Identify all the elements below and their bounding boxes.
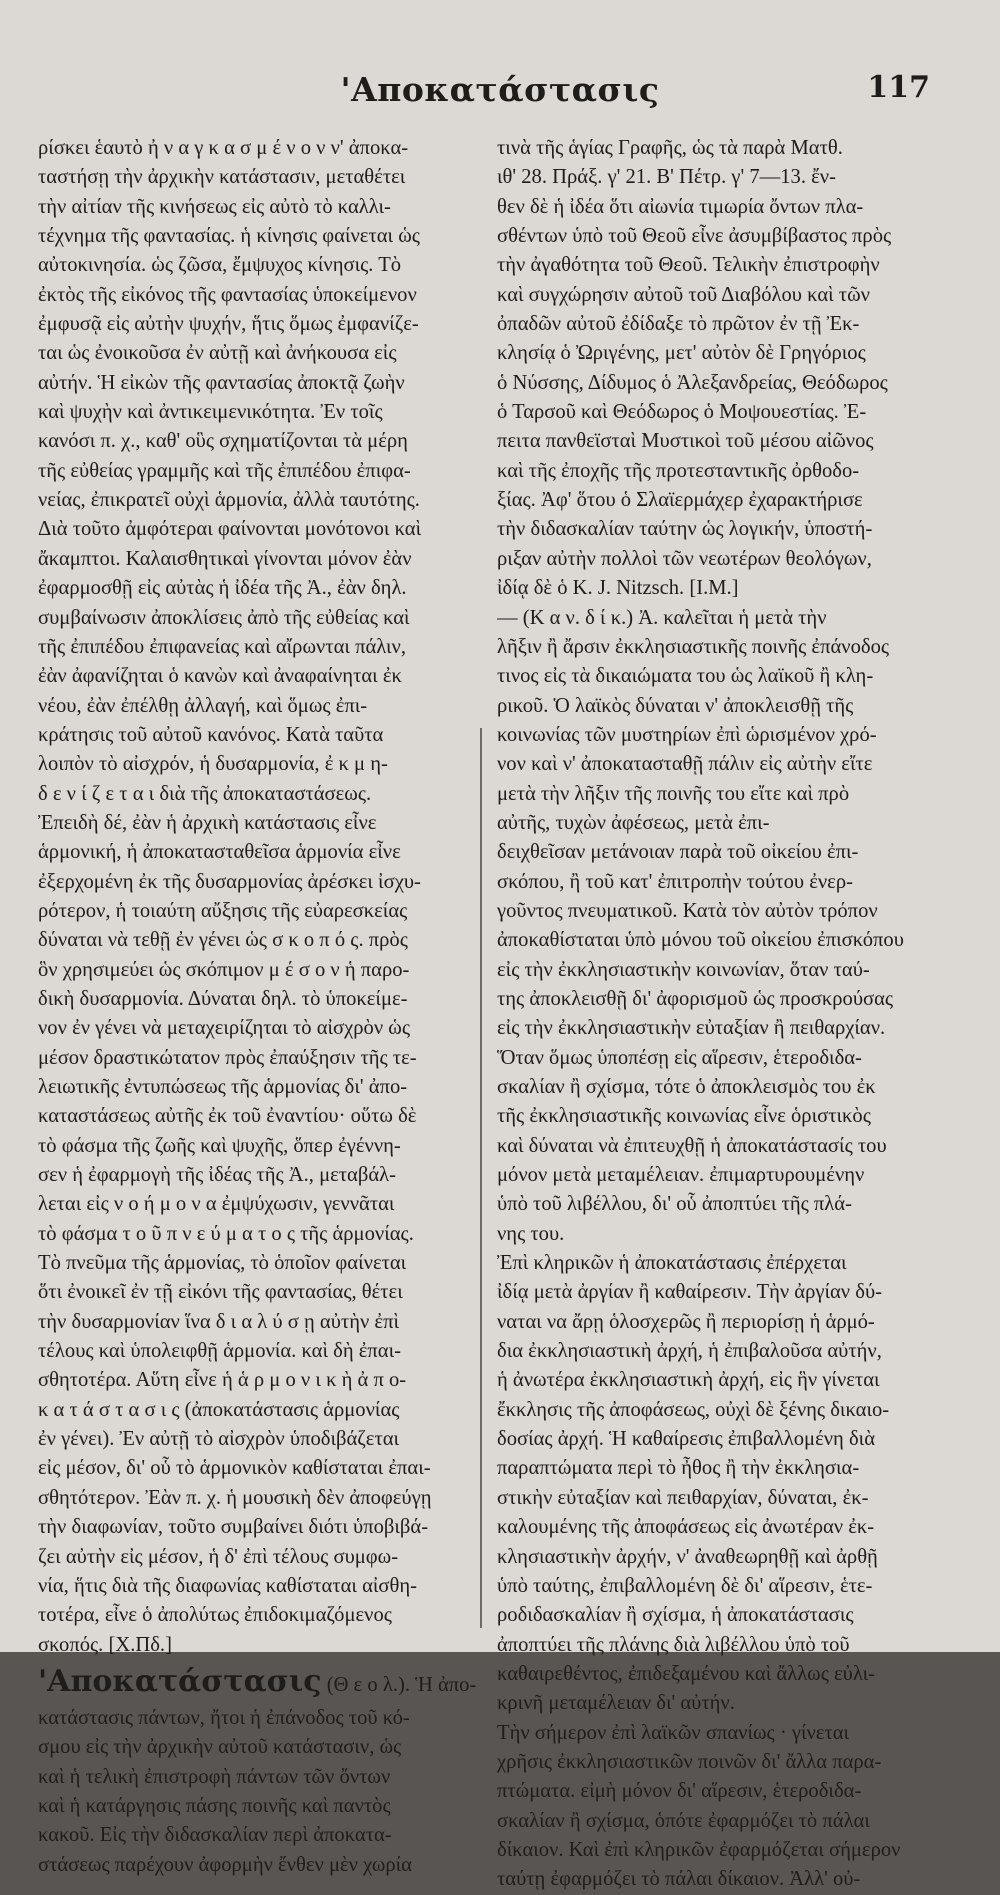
left-column xyxy=(38,134,492,1880)
text-line: δικὴ δυσαρμονία. Δύναται δηλ. τὸ ὑποκείμε- xyxy=(38,987,408,1010)
text-line: τινος εἰς τὰ δικαιώματα του ὡς λαϊκοῦ ἢ κλη- xyxy=(497,665,874,688)
text-line: ζει αὐτὴν εἰς μέσον, ἡ δ' ἐπὶ τέλους συμφω- xyxy=(38,1545,399,1568)
text-line: ταύτῃ ἐφαρμόζει τὸ πάλαι δίκαιον. Ἀλλ' οὐ- xyxy=(497,1868,861,1891)
text-line: τινὰ τῆς ἁγίας Γραφῆς, ὡς τὰ παρὰ Ματθ. xyxy=(497,137,843,159)
text-line: ὑπὸ ταύτης, ἐπιβαλλομένη δὲ δι' αἵρεσιν, ἑτε- xyxy=(497,1574,873,1597)
text-line: στάσεως παρέχουν ἀφορμὴν ἔνθεν μὲν χωρία xyxy=(38,1853,412,1876)
text-line: Ἐπὶ κληρικῶν ἡ ἀποκατάστασις ἐπέρχεται xyxy=(497,1252,847,1275)
text-line: δίκαιον. Καὶ ἐπὶ κληρικῶν ἐφαρμόζεται σήμερον xyxy=(497,1838,901,1861)
text-line: καὶ δύναται νὰ ἐπιτευχθῇ ἡ ἀποκατάστασίς του xyxy=(497,1134,887,1157)
text-line: ἔκκλησις τῆς ἀποφάσεως, οὐχὶ δὲ ξένης δικαιο- xyxy=(497,1398,890,1421)
text-line: δ ε ν ί ζ ε τ α ι διὰ τῆς ἀποκαταστάσεως. xyxy=(38,782,372,805)
text-line: αὐτοκινησία. ὡς ζῶσα, ἔμψυχος κίνησις. Τὸ xyxy=(38,254,402,277)
text-line: ἐφαρμοσθῇ εἰς αὐτὰς ἡ ἰδέα τῆς Ἀ., ἐὰν δηλ. xyxy=(38,577,407,600)
text-line: σκόπου, ἢ τοῦ κατ' ἐπιτροπὴν τούτου ἐνερ- xyxy=(497,870,853,893)
text-line: Τὴν σήμερον ἐπὶ λαϊκῶν σπανίως · γίνεται xyxy=(497,1721,850,1744)
text-line: κράτησις τοῦ αὐτοῦ κανόνος. Κατὰ ταῦτα xyxy=(38,723,384,746)
text-line: δύναται νὰ τεθῇ ἐν γένει ὡς σ κ ο π ό ς. πρὸς xyxy=(38,929,408,952)
text-line: καὶ ψυχὴν καὶ ἀντικειμενικότητα. Ἐν τοῖς xyxy=(38,401,383,424)
text-line: νία, ἥτις διὰ τῆς διαφωνίας καθίσταται αἰσθη- xyxy=(38,1574,418,1597)
text-line: κανόσι π. χ., καθ' οὓς σχηματίζονται τὰ μέρη xyxy=(38,430,408,453)
text-line: ἰδίᾳ μετὰ ἀργίαν ἢ καθαίρεσιν. Τὴν ἀργίαν δύ- xyxy=(497,1281,883,1304)
text-line: ἀποπτύει τῆς πλάνης διὰ λιβέλλου ὑπὸ τοῦ xyxy=(497,1633,850,1656)
column-divider xyxy=(480,728,482,1628)
right-column xyxy=(497,134,951,1895)
text-line: καὶ συγχώρησιν αὐτοῦ τοῦ Διαβόλου καὶ τῶν xyxy=(497,283,870,306)
text-line: σθέντων ὑπὸ τοῦ Θεοῦ εἶνε ἀσυμβίβαστος πρὸς xyxy=(497,225,892,248)
entry-headword: 'Αποκατάστασις xyxy=(38,1663,322,1699)
text-line: ναται να ἄρῃ ὁλοσχερῶς ἢ περιορίσῃ ἡ ἁρμό- xyxy=(497,1310,875,1333)
text-line: κρινῆ μεταμέλειαν δι' αὐτήν. xyxy=(497,1692,735,1715)
text-line: κλησιαστικὴν ἀρχήν, ν' ἀναθεωρηθῇ καὶ ἀρθῇ xyxy=(497,1545,878,1568)
text-line: Ἐπειδὴ δέ, ἐὰν ἡ ἀρχικὴ κατάστασις εἶνε xyxy=(38,811,377,834)
text-line: ἡ ἀνωτέρα ἐκκλησιαστικὴ ἀρχή, εἰς ἣν γίνεται xyxy=(497,1369,880,1392)
text-line: εἰς μέσον, δι' οὗ τὸ ἁρμονικὸν καθίσταται ἐπαι- xyxy=(38,1457,431,1480)
text-line: της ἀποκλεισθῇ δι' ἀφορισμοῦ ὡς προσκρούσας xyxy=(497,987,894,1010)
text-line: τὴν δυσαρμονίαν ἵνα δ ι α λ ύ σ ῃ αὐτὴν ἐπὶ xyxy=(38,1310,400,1333)
text-line: ἀποκαθίσταται ὑπὸ μόνου τοῦ οἰκείου ἐπισκόπου xyxy=(497,929,904,952)
text-line: εἰς τὴν ἐκκλησιαστικὴν εὐταξίαν ἢ πειθαρχίαν. xyxy=(497,1017,886,1040)
text-line: ὃν χρησιμεύει ὡς σκόπιμον μ έ σ ο ν ἡ παρο- xyxy=(38,958,410,981)
text-line: ταστήσῃ τὴν ἀρχικὴν κατάστασιν, μεταθέτει xyxy=(38,166,406,189)
text-line: σκοπός. [Χ.Πδ.] xyxy=(38,1633,172,1656)
text-line: σκαλίαν ἢ σχίσμα, ὁπότε ἐφαρμόζει τὸ πάλαι xyxy=(497,1809,870,1832)
text-line: ροδιδασκαλίαν ἢ σχίσμα, ἡ ἀποκατάστασις xyxy=(497,1604,854,1627)
text-line: τῆς ἐπιπέδου ἐπιφανείας καὶ αἴρωνται πάλιν, xyxy=(38,635,407,658)
text-line: ρότερον, ἡ τοιαύτη αὔξησις τῆς εὐαρεσκείας xyxy=(38,899,408,922)
text-line: πτώματα. εἰμὴ μόνον δι' αἵρεσιν, ἑτεροδιδα- xyxy=(497,1780,862,1803)
text-line: τὴν διδασκαλίαν ταύτην ὡς λογικήν, ὑποστή- xyxy=(497,518,873,541)
text-line: τῆς ἐκκλησιαστικῆς κοινωνίας εἶνε ὁριστικὸς xyxy=(497,1105,871,1128)
text-line: τῆς εὐθείας γραμμῆς καὶ τῆς ἐπιπέδου ἐπιφα- xyxy=(38,459,411,482)
text-line: ἄκαμπτοι. Καλαισθητικαὶ γίνονται μόνον ἐὰν xyxy=(38,547,412,570)
text-line: τέχνημα τῆς φαντασίας. ἡ κίνησις φαίνεται ὡς xyxy=(38,225,420,248)
text-line: νον ἐν γένει νὰ μεταχειρίζηται τὸ αἰσχρὸν ὡς xyxy=(38,1017,411,1040)
text-line: δοσίας ἀρχή. Ἡ καθαίρεσις ἐπιβαλλομένη διὰ xyxy=(497,1428,875,1451)
text-line: πειτα πανθεϊσταὶ Μυστικοὶ τοῦ μέσου αἰῶνος xyxy=(497,430,874,453)
text-line: ρικοῦ. Ὁ λαϊκὸς δύναται ν' ἀποκλεισθῇ τῆς xyxy=(497,694,854,717)
text-line: μετὰ τὴν λῆξιν τῆς ποινῆς του εἴτε καὶ πρὸ xyxy=(497,782,850,805)
text-line: τοτέρα, εἶνε ὁ ἀπολύτως ἐπιδοκιμαζόμενος xyxy=(38,1604,392,1627)
text-line: λοιπὸν τὸ αἰσχρόν, ἡ δυσαρμονία, ἐ κ μ η- xyxy=(38,753,388,776)
text-line: σκαλίαν ἢ σχίσμα, τότε ὁ ἀποκλεισμὸς του ἐκ xyxy=(497,1076,876,1098)
text-line: εἰς τὴν ἐκκλησιαστικὴν κοινωνίαν, ὅταν ταύ- xyxy=(497,958,870,981)
entry-heading-text: (Θ ε ο λ.). Ἡ ἀπο- xyxy=(326,1673,477,1696)
text-line: γοῦντος πνευματικοῦ. Κατὰ τὸν αὐτὸν τρόπον xyxy=(497,899,878,922)
text-line: τὸ φάσμα τῆς ζωῆς καὶ ψυχῆς, ὅπερ ἐγέννη- xyxy=(38,1134,401,1157)
text-line: χρῆσις ἐκκλησιαστικῶν ποινῶν δι' ἄλλα παρα- xyxy=(497,1750,882,1773)
text-line: καθαιρεθέντος, ἐπιδεξαμένου καὶ ἄλλως εὐλι- xyxy=(497,1662,876,1685)
text-line: κ α τ ά σ τ α σ ι ς (ἀποκατάστασις ἁρμονίας xyxy=(38,1398,400,1421)
text-line: ἐξερχομένη ἐκ τῆς δυσαρμονίας ἀρέσκει ἰσχυ- xyxy=(38,870,421,893)
text-line: αὐτήν. Ἡ εἰκὼν τῆς φαντασίας ἀποκτᾷ ζωὴν xyxy=(38,371,405,394)
text-line: ὑπὸ τοῦ λιβέλλου, δι' οὗ ἀποπτύει τῆς πλά- xyxy=(497,1193,852,1216)
text-line: τὴν αἰτίαν τῆς κινήσεως εἰς αὐτὸ τὸ καλλι- xyxy=(38,195,391,218)
text-line: κλησίᾳ ὁ Ὠριγένης, μετ' αὐτὸν δὲ Γρηγόριος xyxy=(497,342,866,365)
text-line: τὴν διαφωνίαν, τοῦτο συμβαίνει διότι ὑποβιβά- xyxy=(38,1516,429,1539)
text-line: νείας, ἐπικρατεῖ οὐχὶ ἁρμονία, ἀλλὰ ταυτότης. xyxy=(38,489,420,512)
text-line: σμου εἰς τὴν ἀρχικὴν αὐτοῦ κατάστασιν, ὡς xyxy=(38,1736,402,1759)
text-line: καλουμένης τῆς ἀποφάσεως εἰς ἀνωτέραν ἐκ- xyxy=(497,1516,875,1539)
page-number: 117 xyxy=(867,70,930,105)
text-line: ὁ Ταρσοῦ καὶ Θεόδωρος ὁ Μοψουεστίας. Ἐ- xyxy=(497,401,867,424)
text-line: ὀπαδῶν αὐτοῦ ἐδίδαξε τὸ πρῶτον ἐν τῇ Ἐκ- xyxy=(497,313,860,336)
text-line: λειωτικῆς ἐντυπώσεως τῆς ἁρμονίας δι' ἀπο- xyxy=(38,1076,408,1098)
text-line: ἐμφυσᾷ εἰς αὐτὴν ψυχήν, ἥτις ὅμως ἐμφανίζε- xyxy=(38,313,419,336)
text-line: λῆξιν ἢ ἄρσιν ἐκκλησιαστικῆς ποινῆς ἐπάνοδος xyxy=(497,635,890,658)
text-line: μόνον μετὰ μεταμέλειαν. ἐπιμαρτυρουμένην xyxy=(497,1164,865,1187)
text-line: σεν ἡ ἐφαρμογὴ τῆς ἰδέας τῆς Ἀ., μεταβάλ- xyxy=(38,1164,396,1187)
text-line: ξίας. Ἀφ' ὅτου ὁ Σλαϊερμάχερ ἐχαρακτήρισε xyxy=(497,489,863,512)
text-line: δειχθεῖσαν μετάνοιαν παρὰ τοῦ οἰκείου ἐπι- xyxy=(497,841,859,864)
text-line: ἐκτὸς τῆς εἰκόνος τῆς φαντασίας ὑποκείμενον xyxy=(38,283,417,306)
text-line: νέου, ἐὰν ἐπέλθῃ ἀλλαγή, καὶ ὅμως ἐπι- xyxy=(38,694,368,717)
text-line: σθητότερον. Ἐὰν π. χ. ἡ μουσικὴ δὲν ἀποφεύγῃ xyxy=(38,1486,432,1509)
text-line: καὶ ἡ κατάργησις πάσης ποινῆς καὶ παντὸς xyxy=(38,1794,391,1817)
text-line: ἰδίᾳ δὲ ὁ Κ. J. Nitzsch. [Ι.Μ.] xyxy=(497,577,739,600)
text-line: νον καὶ ν' ἀποκατασταθῇ πάλιν εἰς αὐτὴν εἴτε xyxy=(497,753,873,776)
text-line: καὶ τῆς ἐποχῆς τῆς προτεσταντικῆς ὀρθοδο- xyxy=(497,459,860,482)
text-line: στικὴν εὐταξίαν καὶ πειθαρχίαν, δύναται, ἐκ- xyxy=(497,1486,869,1509)
entry-heading xyxy=(38,1660,492,1704)
text-line: ριξαν αὐτὴν πολλοὶ τῶν νεωτέρων θεολόγων, xyxy=(497,547,872,570)
text-line: τὴν ἀγαθότητα τοῦ Θεοῦ. Τελικὴν ἐπιστροφὴν xyxy=(497,254,880,277)
text-line: ἐν γένει). Ἐν αὐτῇ τὸ αἰσχρὸν ὑποδιβάζεται xyxy=(38,1428,400,1451)
text-line: λεται εἰς ν ο ή μ ο ν α ἐμψύχωσιν, γεννᾶται xyxy=(38,1193,395,1216)
text-line: κακοῦ. Εἰς τὴν διδασκαλίαν περὶ ἀποκατα- xyxy=(38,1824,392,1847)
text-line: κατάστασις πάντων, ἤτοι ἡ ἐπάνοδος τοῦ κό- xyxy=(38,1706,410,1729)
running-head: 'Αποκατάστασις xyxy=(340,70,660,109)
text-line: θεν δὲ ἡ ἰδέα ὅτι αἰωνία τιμωρία ὄντων πλα- xyxy=(497,195,864,218)
text-line: τέλους καὶ ὑπολειφθῇ ἁρμονία. καὶ δὴ ἐπαι- xyxy=(38,1340,401,1363)
text-line: δια ἐκκλησιαστικὴ ἀρχή, ἡ ἐπιβαλοῦσα αὐτήν, xyxy=(497,1340,882,1363)
text-line: ιθ' 28. Πράξ. γ' 21. Β' Πέτρ. γ' 7—13. ἔν- xyxy=(497,166,836,189)
text-line: — (Κ α ν. δ ί κ.) Ἀ. καλεῖται ἡ μετὰ τὴν xyxy=(497,606,827,629)
text-line: σθητοτέρα. Αὕτη εἶνε ἡ ἁ ρ μ ο ν ι κ ὴ ἀ π ο- xyxy=(38,1369,407,1392)
text-line: καὶ ἡ τελικὴ ἐπιστροφὴ πάντων τῶν ὄντων xyxy=(38,1765,391,1788)
text-line: ὅτι ἐνοικεῖ ἐν τῇ εἰκόνι τῆς φαντασίας, θέτει xyxy=(38,1281,403,1304)
text-line: μέσον δραστικώτατον πρὸς ἐπαύξησιν τῆς τε- xyxy=(38,1046,417,1069)
text-line: Ὅταν ὅμως ὑποπέσῃ εἰς αἵρεσιν, ἑτεροδιδα- xyxy=(497,1046,862,1069)
text-line: αὐτῆς, τυχὼν ἀφέσεως, μετὰ ἐπι- xyxy=(497,811,770,834)
text-line: ἁρμονική, ἡ ἀποκατασταθεῖσα ἁρμονία εἶνε xyxy=(38,841,401,864)
text-line: ρίσκει ἑαυτὸ ἠ ν α γ κ α σ μ έ ν ο ν ν' ἀποκα- xyxy=(38,137,409,159)
page-header xyxy=(0,62,1000,122)
text-line: Τὸ πνεῦμα τῆς ἁρμονίας, τὸ ὁποῖον φαίνεται xyxy=(38,1252,407,1275)
text-line: καταστάσεως αὐτῆς ἐκ τοῦ ἐναντίου· οὕτω δὲ xyxy=(38,1105,417,1128)
text-line: συμβαίνωσιν ἀποκλίσεις ἀπὸ τῆς εὐθείας καὶ xyxy=(38,606,410,629)
text-line: τὸ φάσμα τ ο ῦ π ν ε ύ μ α τ ο ς τῆς ἁρμονίας. xyxy=(38,1222,414,1245)
text-line: ἐὰν ἀφανίζηται ὁ κανὼν καὶ ἀναφαίνηται ἐκ xyxy=(38,665,402,688)
text-line: Διὰ τοῦτο ἀμφότεραι φαίνονται μονότονοι καὶ xyxy=(38,518,422,541)
text-line: ὁ Νύσσης, Δίδυμος ὁ Ἀλεξανδρείας, Θεόδωρος xyxy=(497,371,888,394)
text-line: ται ὡς ἐνοικοῦσα ἐν αὐτῇ καὶ ἀνήκουσα εἰς xyxy=(38,342,397,365)
text-line: νης του. xyxy=(497,1222,565,1245)
text-line: παραπτώματα περὶ τὸ ἦθος ἢ τὴν ἐκκλησια- xyxy=(497,1457,860,1480)
text-line: κοινωνίας τῶν μυστηρίων ἐπὶ ὡρισμένον χρό- xyxy=(497,723,877,746)
